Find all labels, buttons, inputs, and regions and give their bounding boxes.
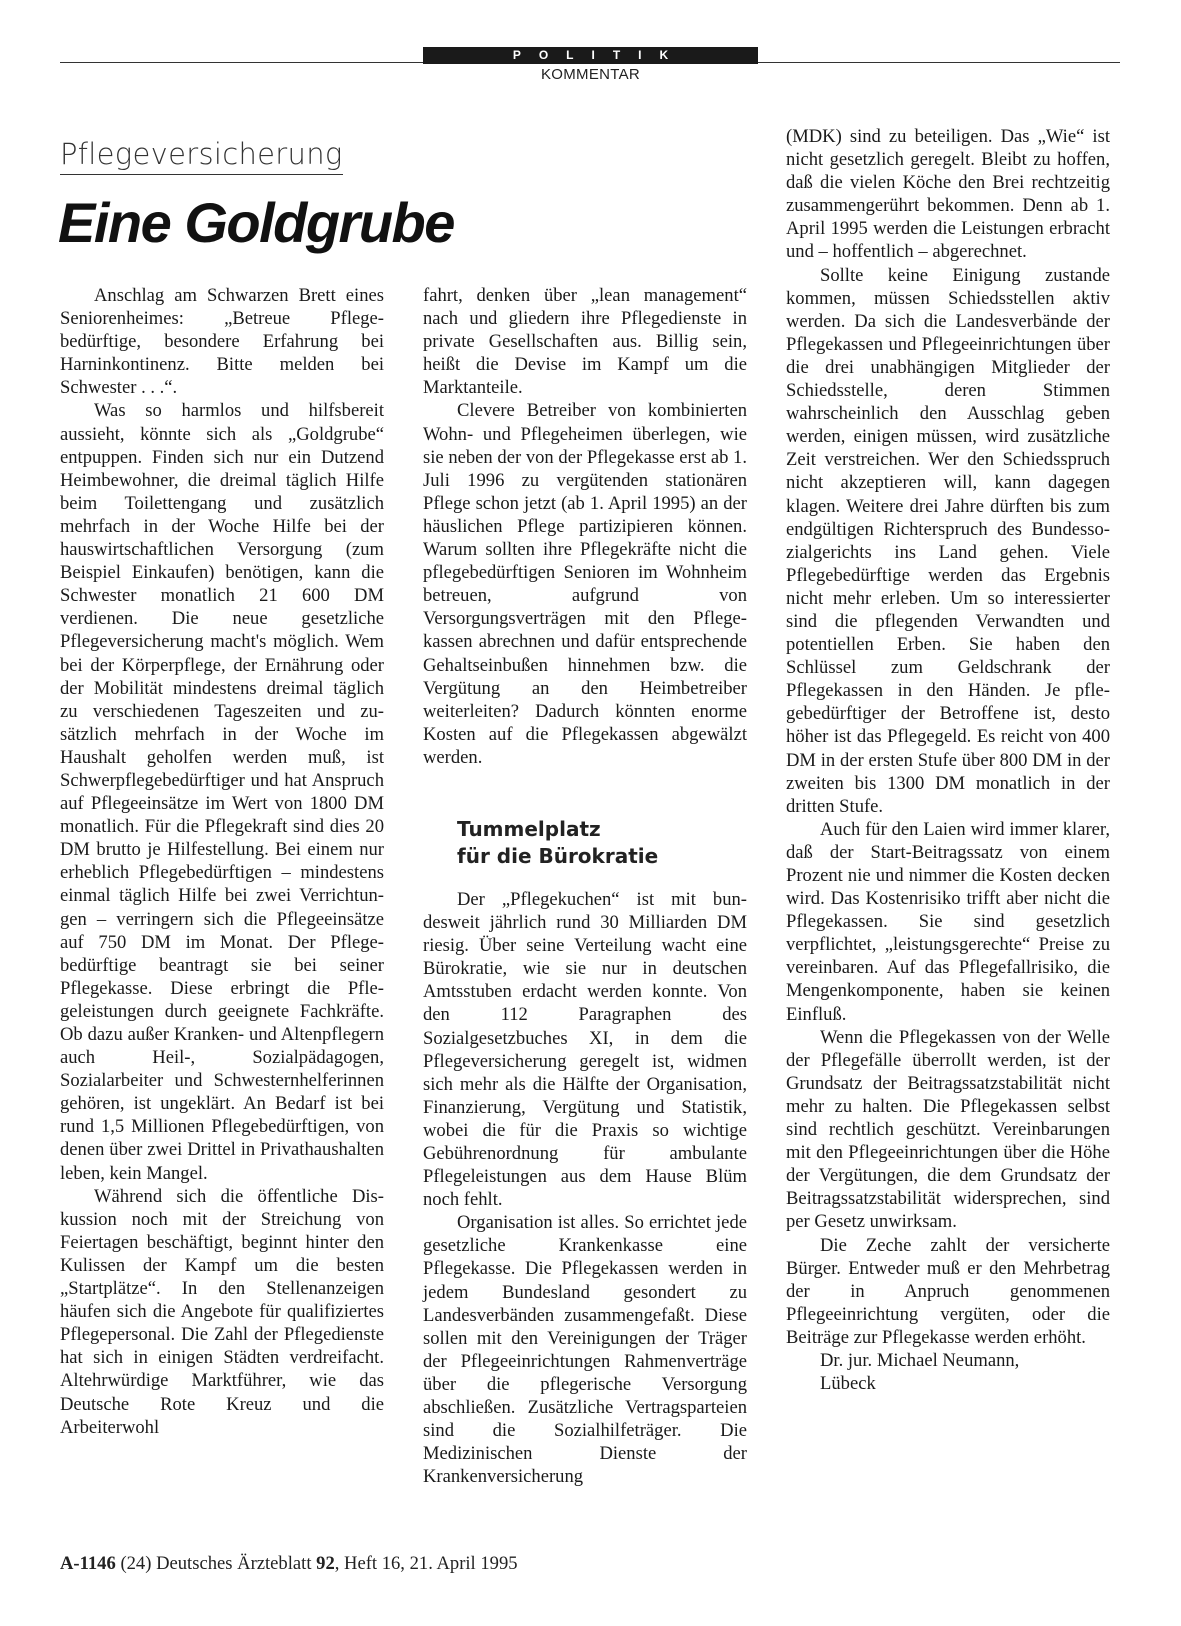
article-kicker: Pflegeversicherung <box>60 136 343 175</box>
article-headline: Eine Goldgrube <box>58 191 454 254</box>
author-city: Lübeck <box>820 1373 876 1395</box>
page-footer <box>60 1553 518 1575</box>
paragraph: Während sich die öffentliche Diskussion noch mit der Streichung von Feiertagen beschäftigt, beginnt hinter den Kulissen der Kampf um die besten „Startplätze“. In den Stellenanzeigen häufen sich die Angebote für qualifiziertes Pflegepersonal. Die Zahl der Pflegedienste hat sich in einigen Städten verdreifacht. Altehrwürdige Marktführer, wie das Deutsche Rote Kreuz und die Arbeiterwohl <box>60 1185 384 1438</box>
ressort-bar: POLITIK <box>423 47 758 64</box>
journal-volume: 92 <box>316 1553 335 1574</box>
paragraph-continued: fahrt, denken über „lean management“ nach und gliedern ihre Pflegedienste in private Gesellschaften aus. Billig sein, heißt die Devise im Kampf um die Marktanteile. <box>423 285 747 399</box>
author-name: Dr. jur. Michael Neumann, <box>820 1349 1020 1371</box>
paragraph-continued: (MDK) sind zu beteiligen. Das „Wie“ ist nicht gesetzlich geregelt. Bleibt zu hoffen, daß die vielen Köche den Brei rechtzeitig zusammengerührt bekommen. Denn ab 1. April 1995 werden die Leistungen erbracht und – hoffentlich – abgerechnet. <box>786 126 1110 263</box>
paragraph: Auch für den Laien wird immer klarer, daß der Start-Beitragssatz von einem Prozent nie und nimmer die Kosten decken wird. Das Kostenrisiko trifft aber nicht die Pflegekassen. Sie sind gesetzlich verpflichtet, „leistungsgerechte“ Preise zu vereinbaren. Auf das Pflegefallrisiko, die Mengenkomponente, haben sie keinen Einfluß. <box>786 818 1110 1025</box>
paragraph: Organisation ist alles. So errichtet jede gesetzliche Krankenkasse eine Pflegekasse. Die Pflegekassen werden in jedem Bundesland gesondert zu Landesverbänden zusammengefaßt. Diese sollen mit den Vereinigungen der Träger der Pflegeeinrichtungen Rahmenverträge über die pflegerische Versorgung abschließen. Zusätzliche Vertragsparteien sind die Sozialhilfeträger. Die Medizinischen Dienste der Krankenversicherung <box>423 1212 747 1488</box>
subheading-line: Tummelplatz <box>457 816 601 841</box>
paragraph: Anschlag am Schwarzen Brett eines Seniorenheimes: „Betreue Pflegebedürftige, besondere Erfahrung bei Harninkontinenz. Bitte melden bei Schwester . . .“. <box>60 285 384 399</box>
journal-name: Deutsches Ärzteblatt <box>156 1553 312 1574</box>
text-column-3 <box>786 125 1110 1395</box>
paragraph: Wenn die Pflegekassen von der Welle der Pflegefälle überrollt werden, ist der Grundsatz der Beitragssatzstabilität nicht mehr zu halten. Die Pflegekassen selbst sind rechtlich geschützt. Vereinbarungen mit den Pflegeeinrichtungen über die Höhe der Vergütungen, die dem Grundsatz der Beitragssatzstabilität widersprechen, sind per Gesetz unwirksam. <box>786 1026 1110 1233</box>
paragraph: Der „Pflegekuchen“ ist mit bundesweit jährlich rund 30 Milliarden DM riesig. Über seine Verteilung wacht eine Bürokratie, wie sie nur in deutschen Amtsstuben erdacht werden konnte. Von den 112 Paragraphen des Sozialgesetzbuches XI, in dem die Pflegeversicherung geregelt ist, widmen sich mehr als die Hälfte der Organisation, Finanzierung, Vergütung und Statistik, wobei die für die Praxis so wichtige Gebührenordnung für ambulante Pflegeleistungen aus dem Hause Blüm noch fehlt. <box>423 888 747 1211</box>
text-column-1 <box>60 284 384 1439</box>
issue-date: , Heft 16, 21. April 1995 <box>334 1553 518 1574</box>
section-subheading <box>457 816 747 870</box>
text-column-2 <box>423 284 747 1488</box>
paragraph: Die Zeche zahlt der versicherte Bürger. Entweder muß er den Mehrbetrag der in Anpruch genommenen Pflegeeinrichtung vergüten, oder die Beiträge zur Pflegekasse werden erhöht. <box>786 1234 1110 1348</box>
page-code: A-1146 <box>60 1553 116 1574</box>
page-number: (24) <box>120 1553 152 1574</box>
subheading-line: für die Bürokratie <box>457 843 659 868</box>
rubrik-label: KOMMENTAR <box>540 66 641 83</box>
paragraph: Sollte keine Einigung zustande kommen, müssen Schiedsstellen aktiv werden. Da sich die Landesverbände der Pflegekassen und Pflegeeinrichtungen über die drei unabhängigen Mitglieder der Schiedsstelle, deren Stimmen wahrscheinlich den Ausschlag geben werden, einigen müssen, wird zusätzliche Zeit verstreichen. Wer den Schiedsspruch nicht akzeptieren will, kann dagegen klagen. Weitere drei Jahre dürften bis zum endgültigen Richterspruch des Bundessozialgerichts ins Land gehen. Viele Pflegebedürftige werden das Ergebnis nicht mehr erleben. Um so interessierter sind die pflegenden Verwandten und potentiellen Erben. Sie haben den Schlüssel zum Geldschrank der Pflegekassen in den Händen. Je pflegebedürftiger der Betroffene ist, desto höher ist das Pflegegeld. Es reicht von 400 DM in der ersten Stufe über 800 DM in der zweiten bis 1300 DM monatlich in der dritten Stufe. <box>786 264 1110 817</box>
paragraph: Clevere Betreiber von kombinierten Wohn- und Pflegeheimen überlegen, wie sie neben der von der Pflegekasse erst ab 1. Juli 1996 zu vergütenden stationären Pflege schon jetzt (ab 1. April 1995) an der häuslichen Pflege partizipieren können. Warum sollten ihre Pflegekräfte nicht die pflegebedürftigen Senioren im Wohnheim betreuen, aufgrund von Versorgungsverträgen mit den Pflegekassen abrechnen und dafür entsprechende Gehaltseinbußen hinnehmen bzw. die Vergütung an den Heimbetreiber weiterleiten? Dadurch könnten enorme Kosten auf die Pflegekassen abgewälzt werden. <box>423 400 747 768</box>
paragraph: Was so harmlos und hilfsbereit aussieht, könnte sich als „Goldgrube“ entpuppen. Finden sich nur ein Dutzend Heimbewohner, die dreimal täglich Hilfe beim Toilettengang und zusätzlich mehrfach in der Woche Hilfe bei der hauswirtschaftlichen Versorgung (zum Beispiel Einkaufen) benötigen, kann die Schwester monatlich 21 600 DM verdienen. Die neue gesetzliche Pflegeversicherung macht's möglich. Wem bei der Körperpflege, der Ernährung oder der Mobilität mindestens dreimal täglich zu verschiedenen Tageszeiten und zusätzlich mehrfach in der Woche im Haushalt geholfen werden muß, ist Schwerpflegebedürftiger und hat Anspruch auf Pflegeeinsätze im Wert von 1800 DM monatlich. Für die Pflegekraft sind dies 20 DM brutto je Hilfestellung. Bei einem nur erheblich Pflegebedürftigen – mindestens einmal täglich Hilfe bei zwei Verrichtungen – verringern sich die Pflegeeinsätze auf 750 DM im Monat. Der Pflegebedürftige beantragt sie bei seiner Pflegekasse. Diese erbringt die Pflegeleistungen durch geeignete Fachkräfte. Ob dazu außer Kranken- und Altenpflegern auch Heil-, Sozialpädagogen, Sozialarbeiter und Schwesternhelferinnen gehören, ist ungeklärt. An Bedarf ist bei rund 1,5 Millionen Pflegebedürftigen, von denen über zwei Drittel in Privathaushalten leben, kein Mangel. <box>60 400 384 1184</box>
